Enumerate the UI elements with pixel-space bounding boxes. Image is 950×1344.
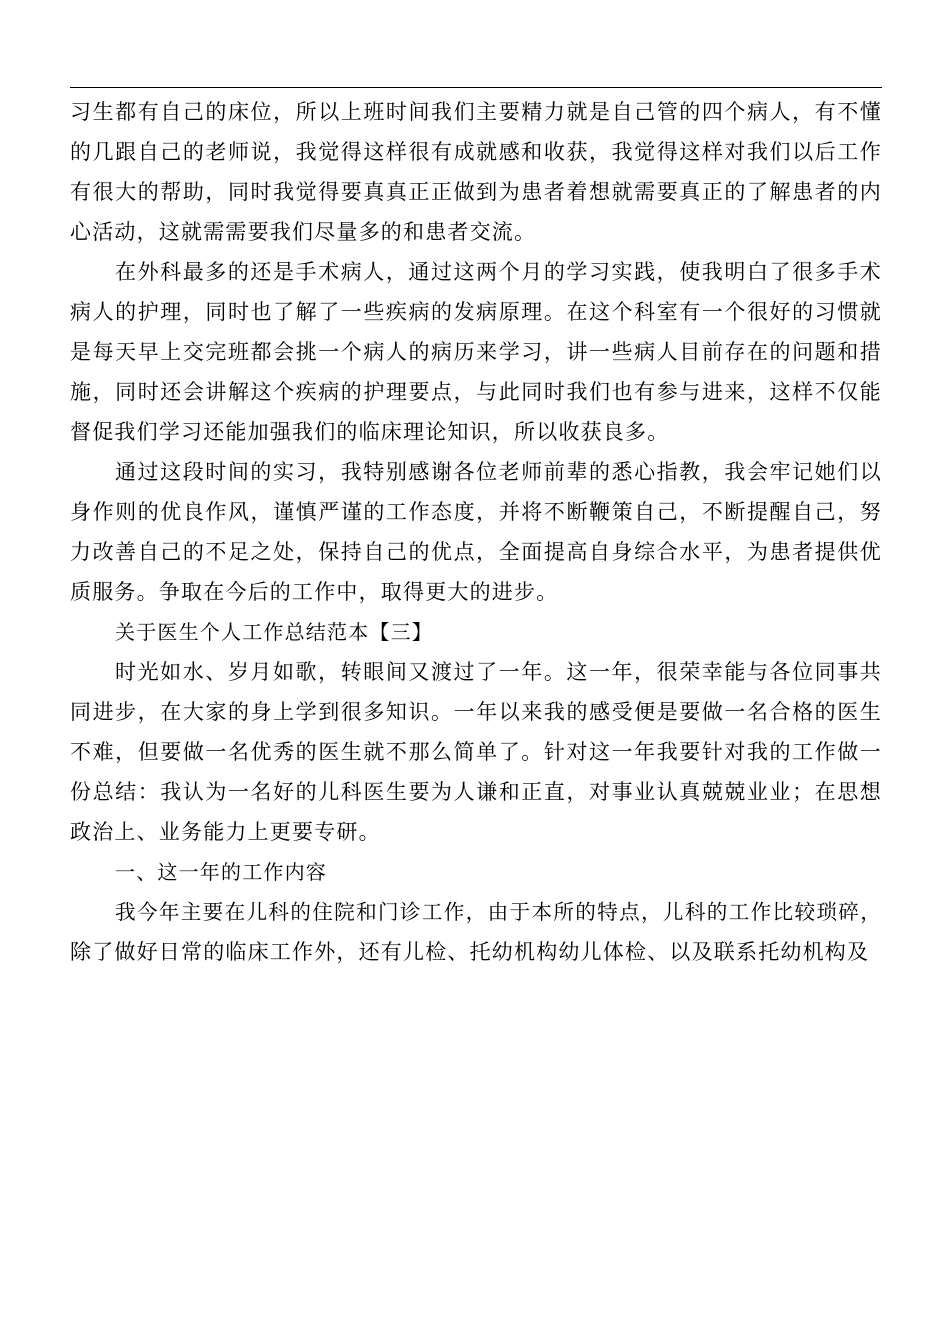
header-rule xyxy=(70,87,882,88)
text-line: 习生都有自己的床位，所以上班时间我们主要精力就是自己管的四个病人，有不懂 xyxy=(70,100,882,124)
text-line: 份总结：我认为一名好的儿科医生要为人谦和正直，对事业认真兢兢业业；在思想 xyxy=(70,780,882,804)
text-line: 病人的护理，同时也了解了一些疾病的发病原理。在这个科室有一个很好的习惯就 xyxy=(70,300,882,324)
paragraph xyxy=(70,252,882,452)
text-line: 同进步，在大家的身上学到很多知识。一年以来我的感受便是要做一名合格的医生 xyxy=(70,700,882,724)
text-line: 我今年主要在儿科的住院和门诊工作，由于本所的特点，儿科的工作比较琐碎， xyxy=(115,900,882,924)
paragraph xyxy=(70,892,882,972)
section-heading xyxy=(70,852,882,892)
text-line: 不难，但要做一名优秀的医生就不那么简单了。针对这一年我要针对我的工作做一 xyxy=(70,740,882,764)
text-line: 心活动，这就需需要我们尽量多的和患者交流。 xyxy=(70,220,537,244)
text-line: 督促我们学习还能加强我们的临床理论知识，所以收获良多。 xyxy=(70,420,670,444)
paragraph xyxy=(70,452,882,612)
text-line: 施，同时还会讲解这个疾病的护理要点，与此同时我们也有参与进来，这样不仅能 xyxy=(70,380,882,404)
text-line: 关于医生个人工作总结范本【三】 xyxy=(115,620,433,644)
text-line: 除了做好日常的临床工作外，还有儿检、托幼机构幼儿体检、以及联系托幼机构及 xyxy=(70,940,870,964)
text-line: 是每天早上交完班都会挑一个病人的病历来学习，讲一些病人目前存在的问题和措 xyxy=(70,340,882,364)
text-line: 有很大的帮助，同时我觉得要真真正正做到为患者着想就需要真正的了解患者的内 xyxy=(70,180,882,204)
paragraph xyxy=(70,652,882,852)
document-body xyxy=(70,92,882,972)
text-line: 身作则的优良作风，谨慎严谨的工作态度，并将不断鞭策自己，不断提醒自己，努 xyxy=(70,500,882,524)
text-line: 的几跟自己的老师说，我觉得这样很有成就感和收获，我觉得这样对我们以后工作 xyxy=(70,140,882,164)
text-line: 力改善自己的不足之处，保持自己的优点，全面提高自身综合水平，为患者提供优 xyxy=(70,540,882,564)
text-line: 通过这段时间的实习，我特别感谢各位老师前辈的悉心指教，我会牢记她们以 xyxy=(115,460,882,484)
text-line: 在外科最多的还是手术病人，通过这两个月的学习实践，使我明白了很多手术 xyxy=(115,260,882,284)
text-line: 质服务。争取在今后的工作中，取得更大的进步。 xyxy=(70,580,559,604)
section-heading xyxy=(70,612,882,652)
text-line: 一、这一年的工作内容 xyxy=(115,860,327,884)
paragraph xyxy=(70,92,882,252)
text-line: 政治上、业务能力上更要专研。 xyxy=(70,820,381,844)
text-line: 时光如水、岁月如歌，转眼间又渡过了一年。这一年，很荣幸能与各位同事共 xyxy=(115,660,882,684)
